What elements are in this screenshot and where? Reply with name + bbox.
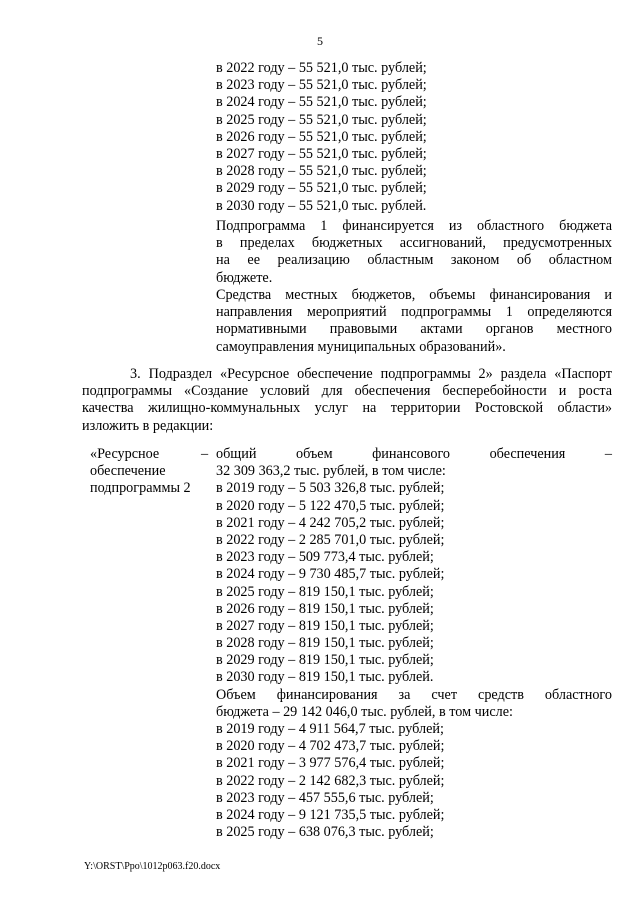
paragraph-line: на ее реализацию областным законом об областном [216,252,612,269]
resource-label [90,446,210,498]
top-year-list [216,60,612,215]
list-item: в 2029 году – 55 521,0 тыс. рублей; [216,180,427,197]
file-path-footer: Y:\ORST\Ppo\1012p063.f20.docx [84,861,221,872]
section-3-paragraph [82,366,612,435]
list-item: в 2028 году – 55 521,0 тыс. рублей; [216,163,427,180]
list-item: в 2027 году – 55 521,0 тыс. рублей; [216,145,427,162]
list-item: в 2024 году – 9 121 735,5 тыс. рублей; [216,806,445,823]
paragraph-line: общий объем финансового обеспечения – [216,446,612,462]
paragraph-line: Подпрограмма 1 финансируется из областного бюджета [216,218,612,234]
paragraph-line: бюджета – 29 142 046,0 тыс. рублей, в том числе: [216,703,513,720]
list-item: в 2024 году – 9 730 485,7 тыс. рублей; [216,566,445,583]
list-item: в 2023 году – 457 555,6 тыс. рублей; [216,789,434,806]
paragraph-line: направления мероприятий подпрограммы 1 определяются [216,304,612,321]
paragraph-local-budgets [216,287,612,356]
list-item: в 2020 году – 5 122 470,5 тыс. рублей; [216,497,445,514]
list-item: в 2025 году – 55 521,0 тыс. рублей; [216,111,427,128]
list-item: в 2019 году – 4 911 564,7 тыс. рублей; [216,721,444,737]
paragraph-line: бюджете. [216,269,273,286]
list-item: в 2029 году – 819 150,1 тыс. рублей; [216,652,434,669]
paragraph-line: 32 309 363,2 тыс. рублей, в том числе: [216,463,446,480]
list-item: в 2028 году – 819 150,1 тыс. рублей; [216,635,434,652]
paragraph-line: в пределах бюджетных ассигнований, предусмотренных [216,235,612,252]
list-item: в 2025 году – 819 150,1 тыс. рублей; [216,583,434,600]
total-financing [216,446,612,841]
list-item: в 2030 году – 55 521,0 тыс. рублей. [216,197,427,214]
paragraph-line: нормативными правовыми актами органов местного [216,321,612,338]
list-item: в 2026 году – 55 521,0 тыс. рублей; [216,128,427,145]
page-number: 5 [317,34,323,48]
paragraph-line: Средства местных бюджетов, объемы финансирования и [216,287,612,303]
list-item: в 2022 году – 2 142 682,3 тыс. рублей; [216,772,445,789]
list-item: в 2025 году – 638 076,3 тыс. рублей; [216,824,434,841]
list-item: в 2019 году – 5 503 326,8 тыс. рублей; [216,480,445,497]
paragraph-line: 3. Подраздел «Ресурсное обеспечение подпрограммы 2» раздела «Паспорт [130,366,612,382]
paragraph-line: самоуправления муниципальных образований». [216,338,506,355]
list-item: в 2023 году – 509 773,4 тыс. рублей; [216,549,434,566]
list-item: в 2021 году – 3 977 576,4 тыс. рублей; [216,755,445,772]
list-item: в 2021 году – 4 242 705,2 тыс. рублей; [216,514,445,531]
list-item: в 2022 году – 55 521,0 тыс. рублей; [216,60,427,76]
label-dash: – [201,446,209,462]
list-item: в 2022 году – 2 285 701,0 тыс. рублей; [216,531,445,548]
label-line: подпрограммы 2 [90,480,191,497]
paragraph-funding-source [216,218,612,287]
list-item: в 2023 году – 55 521,0 тыс. рублей; [216,77,427,94]
label-line: «Ресурсное [90,446,160,462]
list-item: в 2020 году – 4 702 473,7 тыс. рублей; [216,738,445,755]
paragraph-line: качества жилищно-коммунальных услуг на территории Ростовской области» [82,400,612,417]
list-item: в 2030 году – 819 150,1 тыс. рублей. [216,669,434,686]
list-item: в 2026 году – 819 150,1 тыс. рублей; [216,600,434,617]
paragraph-line: изложить в редакции: [82,417,214,434]
list-item: в 2027 году – 819 150,1 тыс. рублей; [216,617,434,634]
label-line: обеспечение [90,463,166,480]
paragraph-line: Объем финансирования за счет средств областного [216,686,612,703]
paragraph-line: подпрограммы «Создание условий для обеспечения бесперебойности и роста [82,383,612,400]
list-item: в 2024 году – 55 521,0 тыс. рублей; [216,94,427,111]
